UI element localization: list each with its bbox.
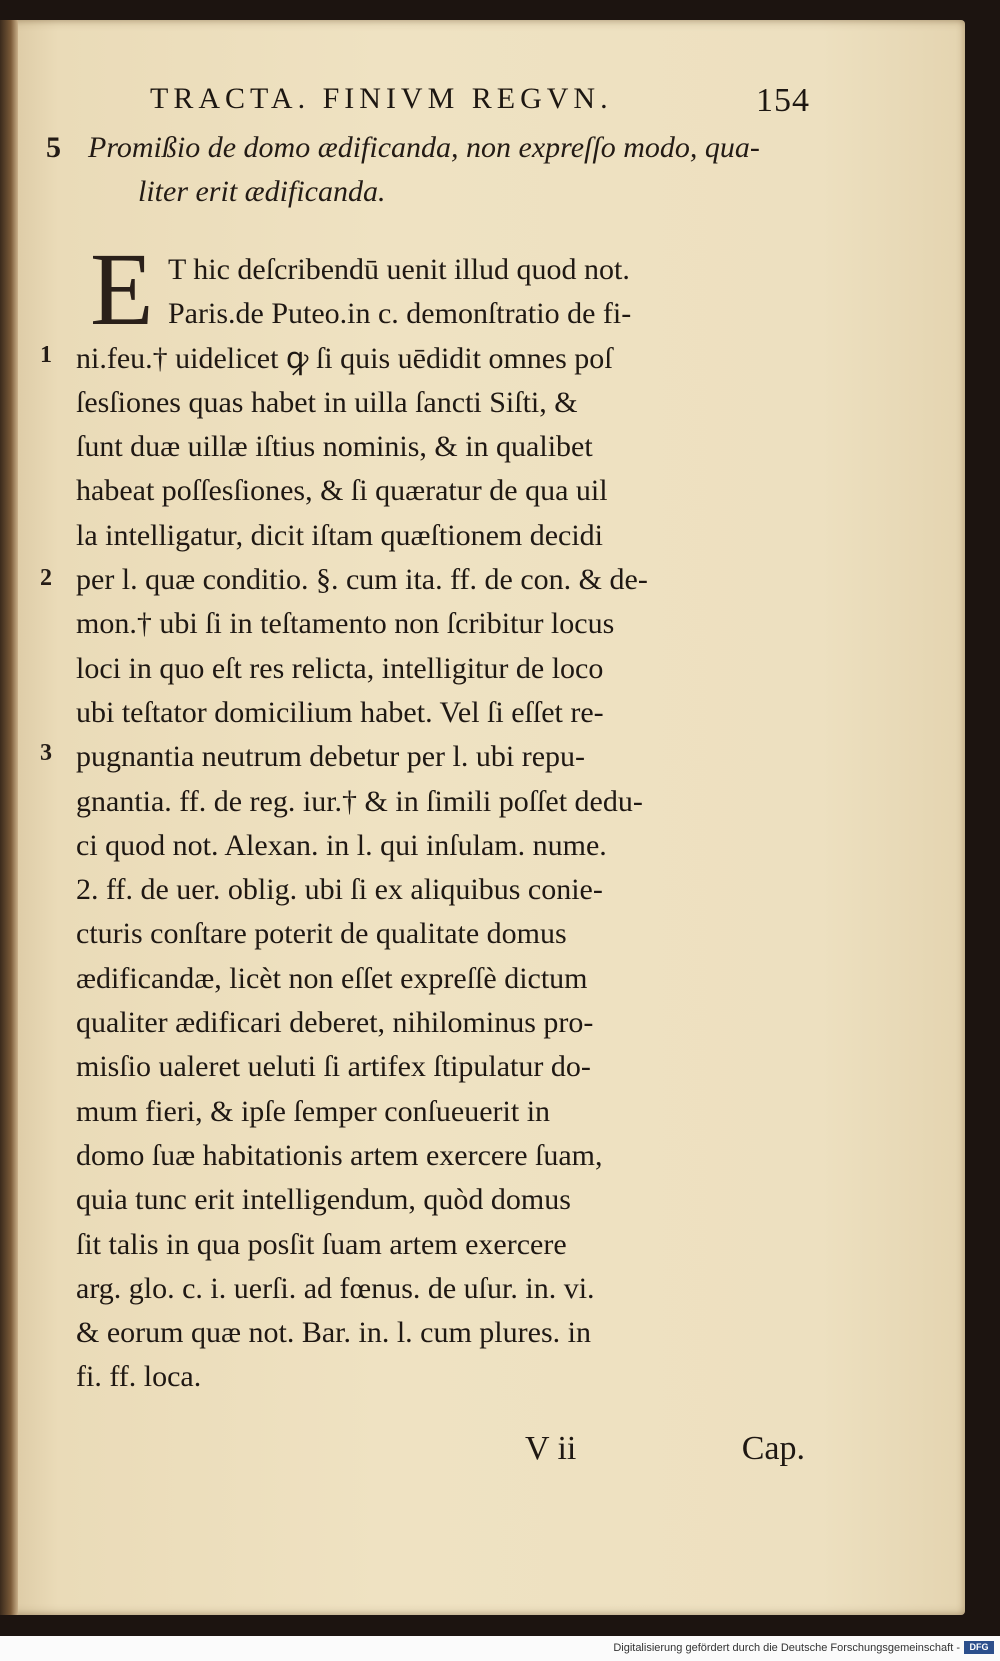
funding-credit: Digitalisierung gefördert durch die Deutsche Forschungsgemeinschaft -	[613, 1642, 960, 1654]
summary-line-2: liter erit ædificanda.	[138, 175, 386, 208]
signature-mark: V ii	[525, 1430, 577, 1467]
summary-marker: 5	[46, 131, 61, 164]
running-head	[150, 82, 810, 122]
text-line: ni.feu.† uidelicet ꝙ ſi quis uēdidit omnes poſ	[76, 341, 613, 375]
text-line: ædificandæ, licèt non eſſet expreſſè dictum	[76, 961, 588, 995]
text-line: quia tunc erit intelligendum, quòd domus	[76, 1183, 571, 1217]
catchline	[525, 1430, 805, 1474]
text-line: ſit talis in qua posſit ſuam artem exercere	[76, 1227, 567, 1261]
text-line: per l. quæ conditio. §. cum ita. ff. de con. & de-	[76, 563, 648, 597]
text-line: misſio ualeret ueluti ſi artifex ſtipulatur do-	[76, 1050, 591, 1084]
text-line: cturis conſtare poterit de qualitate domus	[76, 917, 567, 951]
text-line: 2. ff. de uer. oblig. ubi ſi ex aliquibus conie-	[76, 873, 603, 907]
folio-number: 154	[756, 82, 810, 119]
text-line: loci in quo eſt res relicta, intelligitur de loco	[76, 651, 604, 685]
decorated-initial: E	[90, 232, 154, 347]
running-title: TRACTA. FINIVM REGVN.	[150, 82, 613, 115]
dfg-logo: DFG	[964, 1641, 994, 1654]
text-line: domo ſuæ habitationis artem exercere ſuam,	[76, 1138, 603, 1172]
summary-line-1: Promißio de domo ædificanda, non expreſſo modo, qua-	[88, 131, 760, 164]
margin-note: 3	[40, 740, 52, 766]
text-line: & eorum quæ not. Bar. in. l. cum plures. in	[76, 1316, 591, 1350]
catchword: Cap.	[741, 1430, 805, 1467]
text-line: ſesſiones quas habet in uilla ſancti Siſti, &	[76, 385, 578, 419]
text-line: la intelligatur, dicit iſtam quæſtionem decidi	[76, 518, 604, 552]
text-line: arg. glo. c. i. uerſi. ad fœnus. de uſur. in. vi.	[76, 1271, 595, 1305]
text-line: mon.† ubi ſi in teſtamento non ſcribitur locus	[76, 607, 615, 641]
text-line: ci quod not. Alexan. in l. qui inſulam. nume.	[76, 828, 607, 862]
margin-note: 1	[40, 342, 52, 368]
text-line: qualiter ædificari deberet, nihilominus pro-	[76, 1006, 594, 1040]
text-line: pugnantia neutrum debetur per l. ubi repu-	[76, 740, 586, 774]
text-line: mum fieri, & ipſe ſemper conſueuerit in	[76, 1094, 551, 1128]
text-line: gnantia. ff. de reg. iur.† & in ſimili poſſet dedu-	[76, 784, 643, 818]
text-line: Paris.de Puteo.in c. demonſtratio de fi-	[168, 297, 632, 331]
text-line: habeat poſſesſiones, & ſi quæratur de qua uil	[76, 474, 608, 508]
chapter-summary	[46, 126, 818, 214]
book-spine	[0, 20, 18, 1615]
text-line: ſunt duæ uillæ iſtius nominis, & in qualibet	[76, 430, 593, 464]
book-page	[0, 20, 965, 1615]
margin-note: 2	[40, 565, 52, 591]
body-text	[76, 232, 806, 1400]
text-line: fi. ff. loca.	[76, 1360, 202, 1394]
footer-bar	[0, 1636, 1000, 1661]
text-line: ubi teſtator domicilium habet. Vel ſi eſſet re-	[76, 695, 604, 729]
text-line: T hic deſcribendū uenit illud quod not.	[168, 253, 630, 286]
